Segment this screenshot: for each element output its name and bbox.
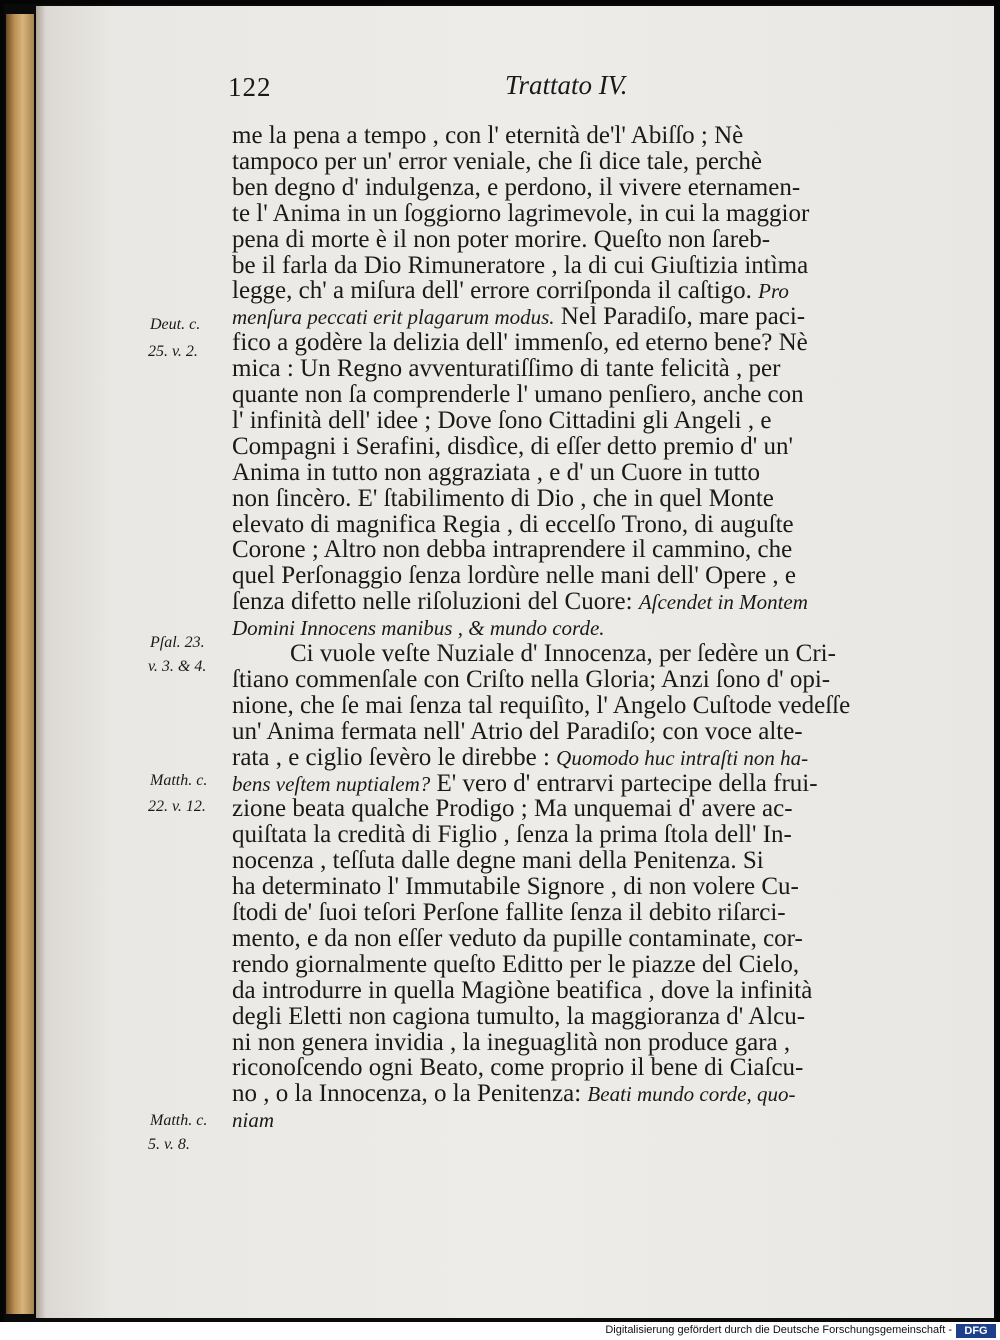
line-text: elevato di magnifica Regia , di eccelſo Trono, di auguſte xyxy=(232,510,794,538)
marginal-note: 5. v. 8. xyxy=(148,1136,190,1153)
line-text: nocenza , teſſuta dalle degne mani della Penitenza. Si xyxy=(232,847,764,875)
line-text: quante non ſa comprenderle l' umano penſiero, anche con xyxy=(232,381,804,408)
line-text: Nel Paradiſo, mare paci- xyxy=(554,303,806,331)
text-line xyxy=(232,381,804,408)
line-text: ni non genera invidia , la ineguaglità non produce gara , xyxy=(232,1028,791,1056)
text-line xyxy=(232,951,799,978)
marginal-note: 22. v. 12. xyxy=(148,798,206,815)
text-line xyxy=(232,925,803,952)
line-text: te l' Anima in un ſoggiorno lagrimevole, in cui la maggior xyxy=(232,199,810,227)
line-text: non ſincèro. E' ſtabilimento di Dio , che in quel Monte xyxy=(232,484,774,512)
line-text: rata , e ciglio ſevèro le direbbe : xyxy=(232,743,557,771)
latin-quotation: Quomodo huc intraſti non ha- xyxy=(556,745,809,770)
line-text: fico a godère la delizia dell' immenſo, ed eterno bene? Nè xyxy=(232,329,808,357)
latin-quotation: Domini Innocens manibus , & mundo corde. xyxy=(232,616,605,641)
line-text: E' vero d' entrarvi partecipe della frui- xyxy=(430,769,818,797)
text-line xyxy=(232,536,792,563)
line-text: quiſtata la credità di Figlio , ſenza la prima ſtola dell' In- xyxy=(232,821,792,849)
line-text: ſtodi de' ſuoi teſori Perſone fallite ſenza il debito riſarci- xyxy=(232,899,786,926)
latin-quotation: Pro xyxy=(758,279,789,304)
line-text: ben degno d' indulgenza, e perdono, il vivere eternamen- xyxy=(232,173,801,201)
line-text: mento, e da non eſſer veduto da pupille contaminate, cor- xyxy=(232,924,803,952)
line-text: rendo giornalmente queſto Editto per le piazze del Cielo, xyxy=(232,950,800,978)
line-text: zione beata qualche Prodigo ; Ma unquemai d' avere ac- xyxy=(232,795,793,823)
text-line xyxy=(232,355,780,382)
text-line xyxy=(232,588,808,616)
line-text: me la pena a tempo , con l' eternità de'l' Abiſſo ; Nè xyxy=(232,122,744,149)
text-line xyxy=(232,407,771,434)
text-line xyxy=(232,718,803,745)
text-line xyxy=(232,666,830,693)
line-text: no , o la Innocenza, o la Penitenza: xyxy=(232,1080,588,1108)
footer-bar xyxy=(0,1322,1000,1340)
text-line xyxy=(232,562,796,589)
text-line xyxy=(232,847,764,874)
text-line xyxy=(232,899,786,926)
line-text: ſtiano commenſale con Criſto nella Gloria; Anzi ſono d' opi- xyxy=(232,665,831,693)
running-head: Trattato IV. xyxy=(505,70,628,100)
text-line xyxy=(232,226,770,253)
line-text: degli Eletti non cagiona tumulto, la maggioranza d' Alcu- xyxy=(232,1002,806,1030)
marginal-note: v. 3. & 4. xyxy=(148,658,207,675)
text-line xyxy=(290,640,836,667)
text-line xyxy=(232,1106,274,1134)
marginal-note: Matth. c. xyxy=(150,772,208,789)
text-line xyxy=(232,1054,803,1081)
text-line xyxy=(232,1029,790,1056)
line-text: Ci vuole veſte Nuziale d' Innocenza, per ſedère un Cri- xyxy=(290,640,836,667)
line-text: riconoſcendo ogni Beato, come proprio il bene di Ciaſcu- xyxy=(232,1054,804,1082)
text-line xyxy=(232,821,792,848)
text-line xyxy=(232,485,774,512)
text-line xyxy=(232,795,793,822)
latin-quotation: Beati mundo corde, quo- xyxy=(587,1082,796,1107)
text-line xyxy=(232,252,808,279)
marginal-note: Deut. c. xyxy=(150,316,201,333)
line-text: Corone ; Altro non debba intraprendere il cammino, che xyxy=(232,536,793,564)
text-line xyxy=(232,770,818,798)
text-line xyxy=(232,1080,795,1108)
text-line xyxy=(232,329,808,356)
text-line xyxy=(232,303,805,331)
text-line xyxy=(232,277,789,305)
line-text: da introdurre in quella Magiòne beatifica , dove la infinità xyxy=(232,976,813,1004)
line-text: un' Anima fermata nell' Atrio del Paradiſo; con voce alte- xyxy=(232,717,803,745)
line-text: ſenza difetto nelle riſoluzioni del Cuore: xyxy=(232,588,639,616)
line-text: l' infinità dell' idee ; Dove ſono Cittadini gli Angeli , e xyxy=(232,406,772,434)
text-line xyxy=(232,1003,805,1030)
text-line xyxy=(232,511,794,538)
line-text: pena di morte è il non poter morire. Queſto non ſareb- xyxy=(232,225,771,253)
line-text: legge, ch' a miſura dell' errore corriſponda il caſtigo. xyxy=(232,277,759,305)
text-line xyxy=(232,433,793,460)
text-line xyxy=(232,977,812,1004)
line-text: Compagni i Serafini, disdìce, di eſſer detto premio d' un' xyxy=(232,432,793,460)
text-line xyxy=(232,459,760,486)
text-line xyxy=(232,174,800,201)
line-text: quel Perſonaggio ſenza lordùre nelle mani dell' Opere , e xyxy=(232,562,797,590)
latin-quotation: bens veſtem nuptialem? xyxy=(232,771,431,796)
latin-quotation: Aſcendet in Montem xyxy=(638,590,808,615)
text-line xyxy=(232,200,809,227)
line-text: Anima in tutto non aggraziata , e d' un Cuore in tutto xyxy=(232,458,761,486)
text-line xyxy=(232,614,605,642)
text-line xyxy=(232,873,799,900)
line-text: mica : Un Regno avventuratiſſimo di tante felicità , per xyxy=(232,355,781,383)
footer-credit: Digitalisierung gefördert durch die Deutsche Forschungsgemeinschaft - xyxy=(605,1324,952,1336)
latin-quotation: menſura peccati erit plagarum modus. xyxy=(232,305,555,330)
marginal-note: Matth. c. xyxy=(150,1112,208,1129)
line-text: nione, che ſe mai ſenza tal requiſìto, l' Angelo Cuſtode vedeſſe xyxy=(232,691,851,719)
page-number: 122 xyxy=(228,72,272,102)
marginal-note: 25. v. 2. xyxy=(148,343,198,360)
text-line xyxy=(232,692,850,719)
text-line xyxy=(232,122,743,149)
marginal-note: Pſal. 23. xyxy=(150,634,205,651)
dfg-logo: DFG xyxy=(956,1324,996,1338)
line-text: be il farla da Dio Rimuneratore , la di cui Giuſtizia intìma xyxy=(232,251,809,279)
text-line xyxy=(232,744,808,772)
line-text: tampoco per un' error veniale, che ſi dice tale, perchè xyxy=(232,147,762,175)
text-line xyxy=(232,148,762,175)
latin-quotation: niam xyxy=(232,1108,274,1133)
line-text: ha determinato l' Immutabile Signore , di non volere Cu- xyxy=(232,873,799,901)
